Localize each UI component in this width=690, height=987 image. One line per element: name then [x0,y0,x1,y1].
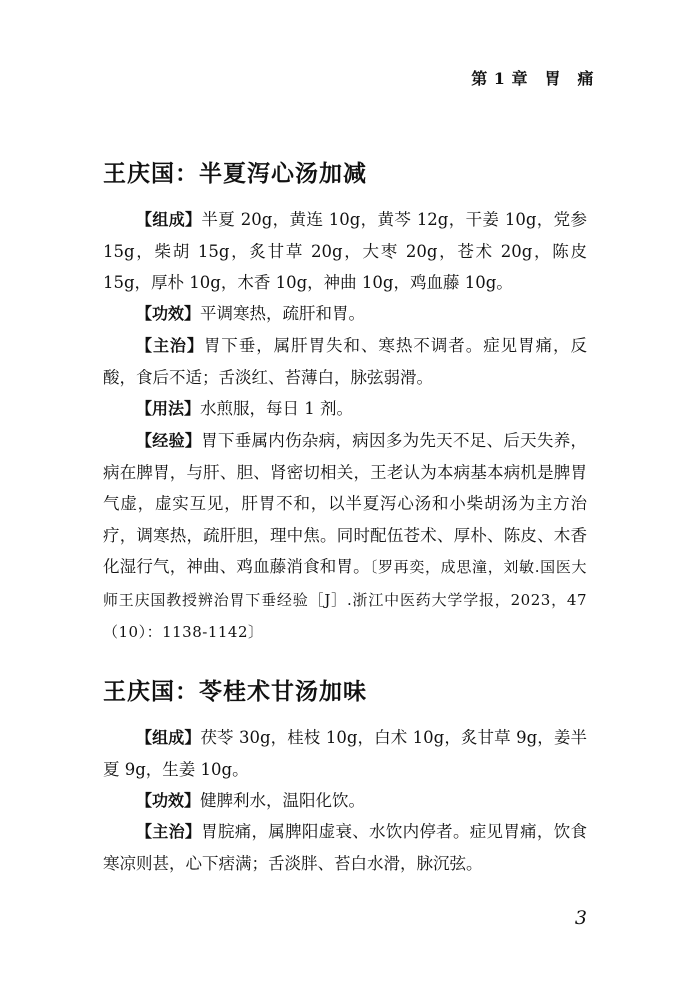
indication-tag: 【主治】 [136,336,204,355]
composition-paragraph [103,204,587,299]
experience-text: 胃下垂属内伤杂病，病因多为先天不足、后天失养，病在脾胃，与肝、胆、肾密切相关，王老认为本病基本病机是脾胃气虚，虚实互见，肝胃不和，以半夏泻心汤和小柴胡汤为主方治疗，调寒热，疏肝胆，理中焦。同时配伍苍术、厚朴、陈皮、木香化湿行气，神曲、鸡血藤消食和胃。 [103,431,587,576]
page-number: 3 [574,907,587,929]
indication-paragraph [103,330,587,393]
usage-paragraph [103,393,587,425]
composition-paragraph [103,722,587,785]
composition-text: 半夏 20g，黄连 10g，黄芩 12g，干姜 10g，党参 15g，柴胡 15g，炙甘草 20g，大枣 20g，苍术 20g，陈皮 15g，厚朴 10g，木香 10g，神曲 10g，鸡血藤 10g。 [103,210,587,292]
section-title: 王庆国：苓桂术甘汤加味 [103,679,367,705]
effect-tag: 【功效】 [136,304,201,323]
experience-tag: 【经验】 [136,431,202,450]
indication-text: 胃下垂，属肝胃失和、寒热不调者。症见胃痛，反酸，食后不适；舌淡红、苔薄白，脉弦弱滑。 [103,336,587,387]
usage-text: 水煎服，每日 1 剂。 [200,399,354,418]
indication-text: 胃脘痛，属脾阳虚衰、水饮内停者。症见胃痛，饮食寒凉则甚，心下痞满；舌淡胖、苔白水滑，脉沉弦。 [103,822,587,873]
effect-paragraph [103,785,587,817]
usage-tag: 【用法】 [136,399,201,418]
indication-tag: 【主治】 [136,822,202,841]
experience-paragraph [103,425,587,649]
composition-tag: 【组成】 [136,728,201,747]
indication-paragraph [103,816,587,879]
effect-tag: 【功效】 [136,791,201,810]
effect-paragraph [103,298,587,330]
citation: 〔罗再奕，成思潼，刘敏.国医大师王庆国教授辨治胃下垂经验［J］.浙江中医药大学学报，2023，47（10）：1138-1142〕 [103,558,588,641]
composition-tag: 【组成】 [136,210,202,229]
effect-text: 平调寒热，疏肝和胃。 [200,304,366,323]
running-header: 第 1 章 胃 痛 [471,69,594,88]
section-title: 王庆国：半夏泻心汤加减 [103,161,367,187]
effect-text: 健脾利水，温阳化饮。 [200,791,366,810]
composition-text: 茯苓 30g，桂枝 10g，白术 10g，炙甘草 9g，姜半夏 9g，生姜 10g。 [103,728,587,779]
